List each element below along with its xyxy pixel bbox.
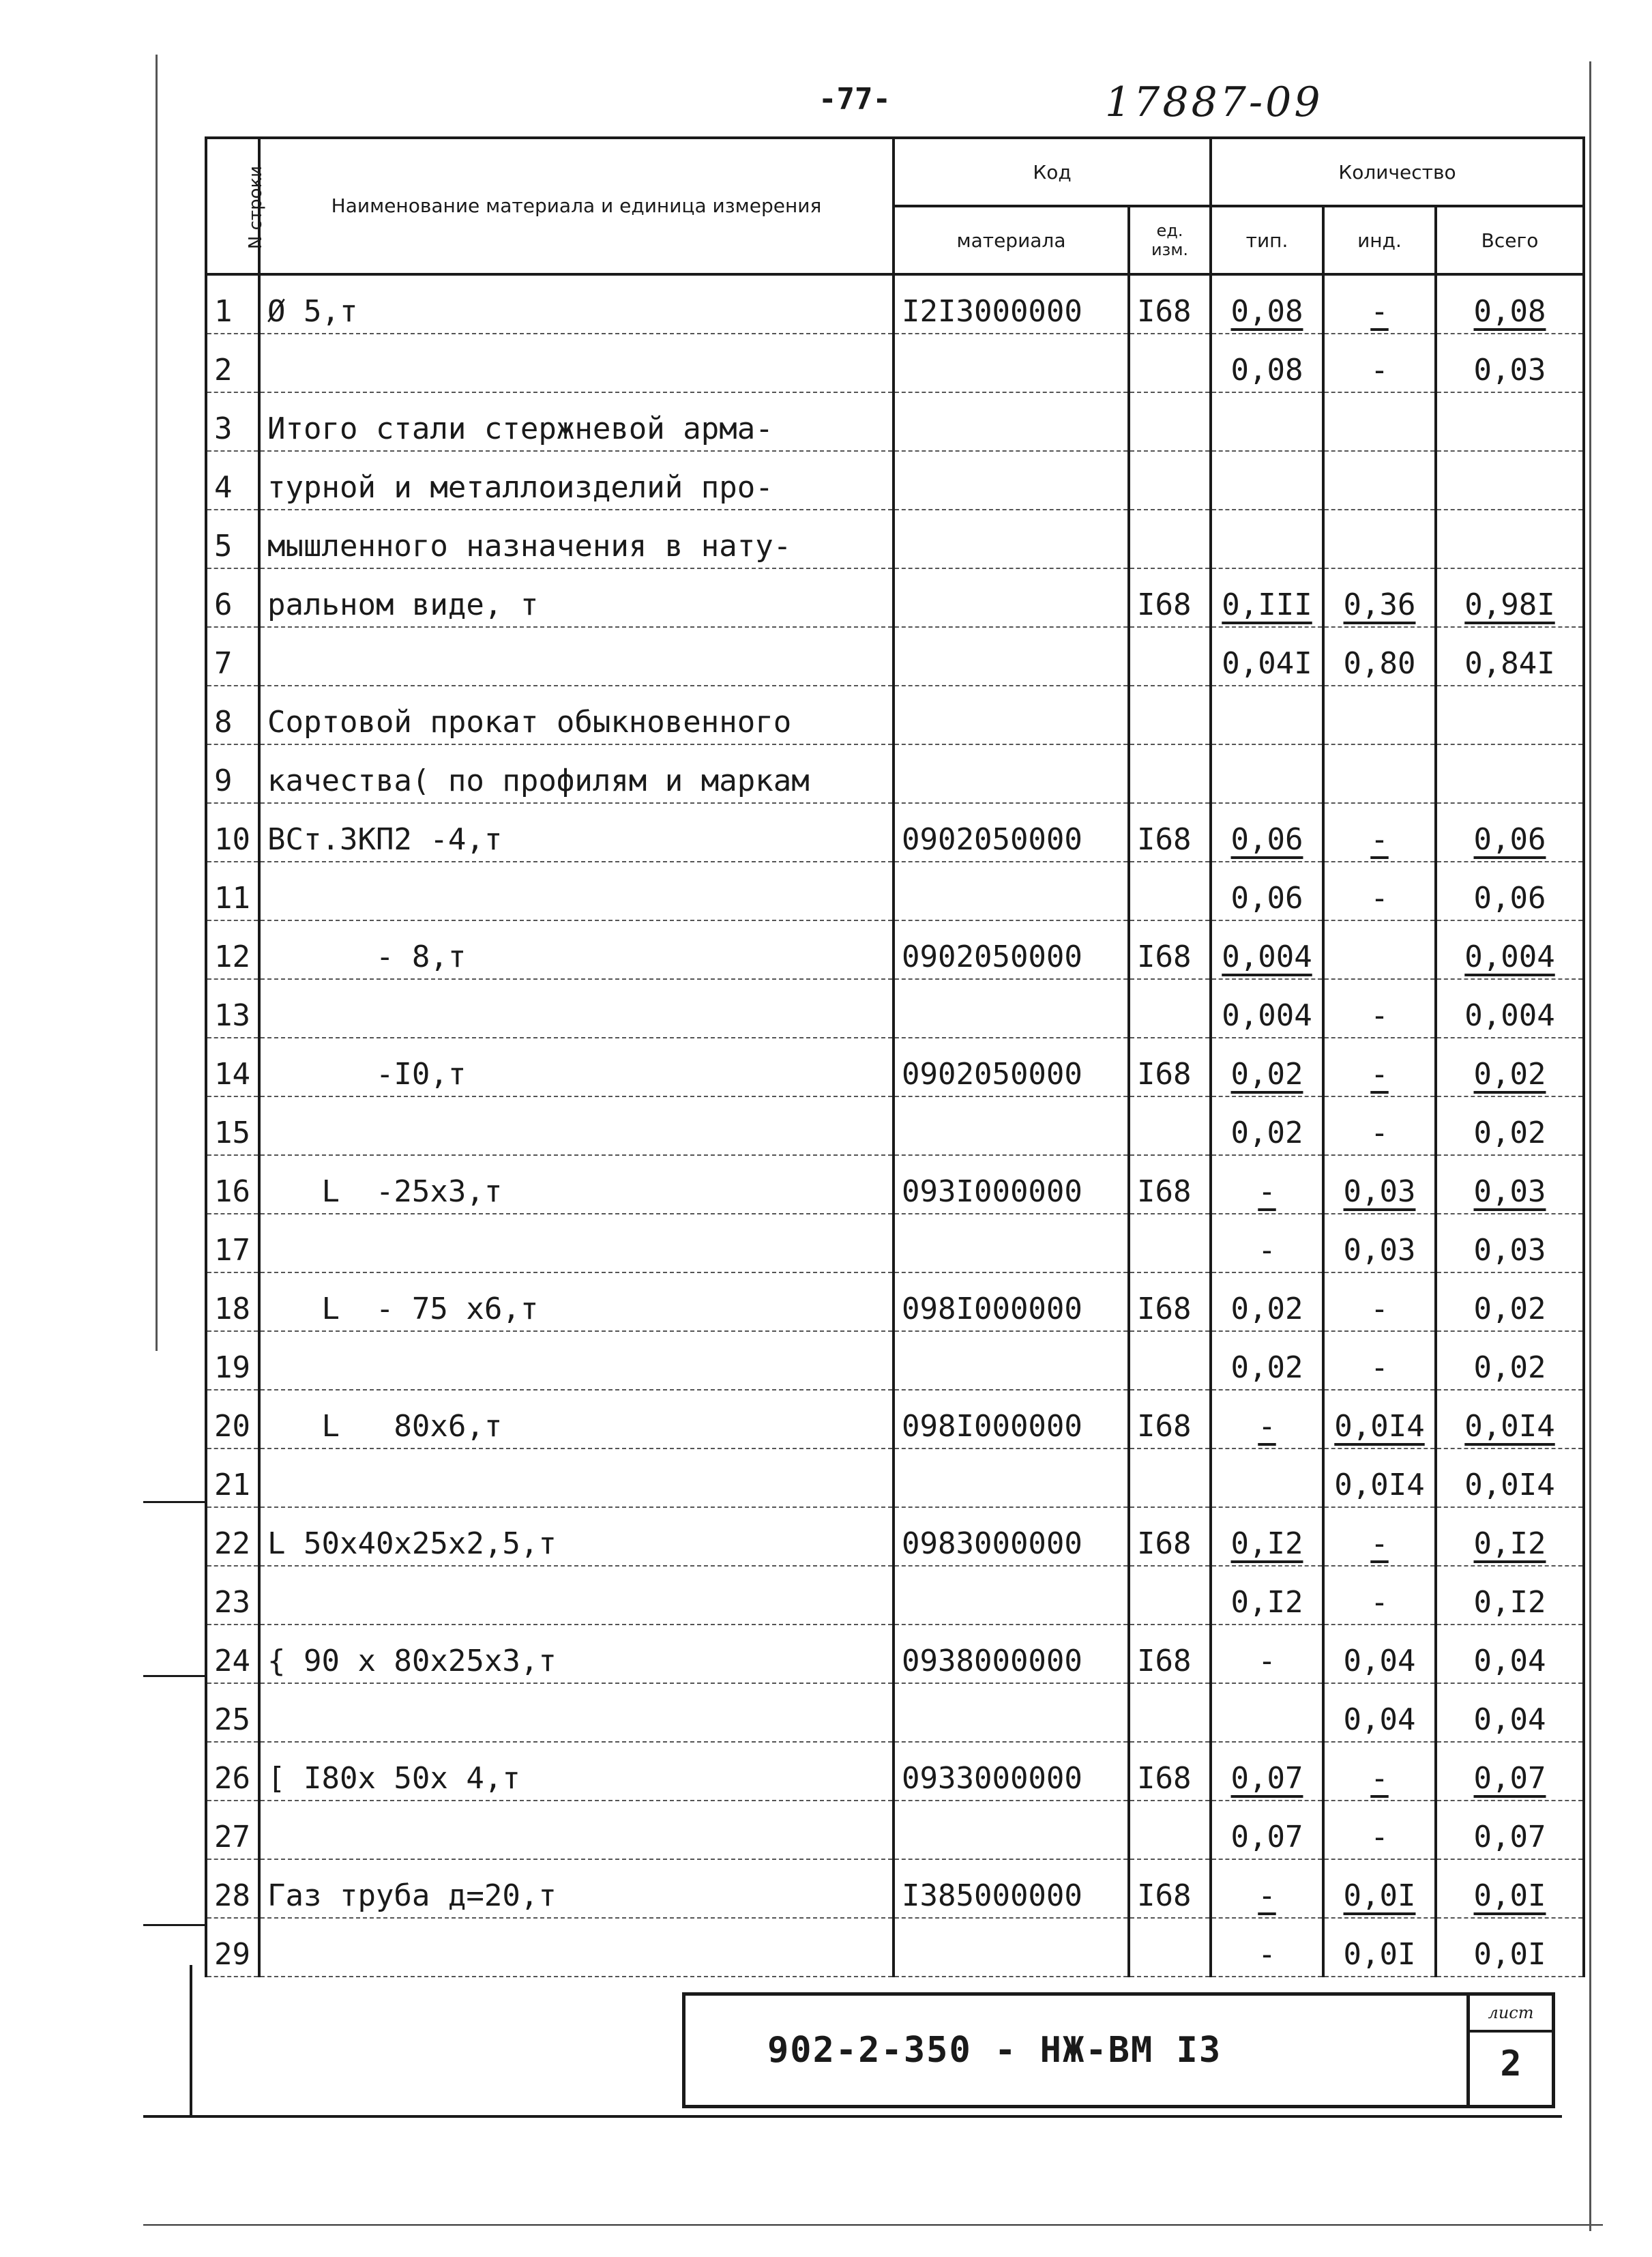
material-code-cell (894, 1918, 1129, 1977)
table-row (206, 920, 1584, 979)
row-number-cell: 26 (206, 1742, 259, 1801)
unit-code-cell (1129, 392, 1211, 451)
qty-typ-cell: 0,07 (1211, 1801, 1323, 1859)
material-code-cell (894, 1214, 1129, 1272)
table-row (206, 803, 1584, 862)
qty-ind-cell: - (1323, 1801, 1436, 1859)
qty-typ-cell (1211, 1448, 1323, 1507)
qty-typ-cell: - (1211, 1859, 1323, 1918)
unit-code-cell: I68 (1129, 803, 1211, 862)
material-spec-table (205, 136, 1585, 1977)
scan-bottom-line (143, 2224, 1603, 2226)
qty-typ-cell (1211, 392, 1323, 451)
table-row (206, 862, 1584, 920)
unit-code-cell: I68 (1129, 568, 1211, 627)
unit-code-cell (1129, 1918, 1211, 1977)
material-code-cell (894, 627, 1129, 686)
qty-typ-cell: 0,I2 (1211, 1566, 1323, 1625)
row-number-cell: 16 (206, 1155, 259, 1214)
table-row (206, 1742, 1584, 1801)
material-name-cell (259, 1096, 894, 1155)
header-qty-typ: тип. (1211, 206, 1323, 274)
tick-mark-2 (143, 1675, 205, 1677)
qty-typ-cell: - (1211, 1390, 1323, 1448)
header-material-name: Наименование материала и единица измерения (259, 138, 894, 274)
qty-ind-cell (1323, 510, 1436, 568)
qty-ind-cell: - (1323, 1742, 1436, 1801)
unit-code-cell (1129, 1448, 1211, 1507)
table-row (206, 274, 1584, 334)
qty-typ-cell: 0,06 (1211, 862, 1323, 920)
qty-ind-cell: 0,04 (1323, 1683, 1436, 1742)
material-name-cell: качества( по профилям и маркам (259, 744, 894, 803)
table-row (206, 510, 1584, 568)
header-code-group: Код (894, 138, 1211, 206)
header-quantity-group: Количество (1211, 138, 1584, 206)
header-row-number: N строки (206, 138, 259, 274)
material-name-cell: Газ труба д=20,т (259, 1859, 894, 1918)
material-code-cell: 0902050000 (894, 920, 1129, 979)
qty-total-cell: 0,0I (1436, 1918, 1584, 1977)
row-number-cell: 5 (206, 510, 259, 568)
qty-total-cell: 0,04 (1436, 1683, 1584, 1742)
qty-typ-cell: 0,08 (1211, 334, 1323, 392)
row-number-cell: 4 (206, 451, 259, 510)
material-name-cell: L 50x40x25x2,5,т (259, 1507, 894, 1566)
row-number-cell: 14 (206, 1038, 259, 1096)
row-number-cell: 20 (206, 1390, 259, 1448)
row-number-cell: 1 (206, 274, 259, 334)
row-number-cell: 10 (206, 803, 259, 862)
material-name-cell: -I0,т (259, 1038, 894, 1096)
qty-typ-cell (1211, 744, 1323, 803)
qty-total-cell: 0,08 (1436, 274, 1584, 334)
row-number-cell: 7 (206, 627, 259, 686)
qty-ind-cell: 0,0I (1323, 1918, 1436, 1977)
material-code-cell: 0933000000 (894, 1742, 1129, 1801)
unit-code-cell (1129, 510, 1211, 568)
material-code-cell (894, 568, 1129, 627)
row-number-cell: 19 (206, 1331, 259, 1390)
material-code-cell (894, 334, 1129, 392)
material-name-cell (259, 1448, 894, 1507)
qty-ind-cell (1323, 686, 1436, 744)
table-row (206, 1625, 1584, 1683)
frame-bottom-line (143, 2115, 1562, 2118)
unit-code-cell (1129, 334, 1211, 392)
table-row (206, 1155, 1584, 1214)
material-name-cell: [ I80x 50x 4,т (259, 1742, 894, 1801)
qty-total-cell: 0,02 (1436, 1331, 1584, 1390)
unit-code-cell (1129, 979, 1211, 1038)
qty-total-cell (1436, 392, 1584, 451)
unit-code-cell: I68 (1129, 1859, 1211, 1918)
qty-ind-cell (1323, 920, 1436, 979)
qty-total-cell: 0,07 (1436, 1801, 1584, 1859)
qty-typ-cell: 0,08 (1211, 274, 1323, 334)
qty-typ-cell: 0,III (1211, 568, 1323, 627)
unit-code-cell (1129, 451, 1211, 510)
material-code-cell (894, 510, 1129, 568)
material-code-cell: I2I3000000 (894, 274, 1129, 334)
qty-ind-cell: 0,04 (1323, 1625, 1436, 1683)
qty-typ-cell: 0,004 (1211, 920, 1323, 979)
unit-code-cell (1129, 744, 1211, 803)
material-name-cell: мышленного назначения в нату- (259, 510, 894, 568)
row-number-cell: 9 (206, 744, 259, 803)
material-name-cell (259, 1331, 894, 1390)
qty-typ-cell (1211, 510, 1323, 568)
qty-ind-cell: 0,03 (1323, 1214, 1436, 1272)
material-name-cell: L 80x6,т (259, 1390, 894, 1448)
material-name-cell: ВСт.3КП2 -4,т (259, 803, 894, 862)
qty-total-cell: 0,02 (1436, 1272, 1584, 1331)
row-number-cell: 25 (206, 1683, 259, 1742)
material-code-cell (894, 1683, 1129, 1742)
material-code-cell: 098I000000 (894, 1390, 1129, 1448)
sheet-label: лист (1470, 1996, 1552, 2033)
material-code-cell (894, 862, 1129, 920)
unit-code-cell (1129, 1801, 1211, 1859)
qty-ind-cell: 0,0I (1323, 1859, 1436, 1918)
material-code-cell (894, 1331, 1129, 1390)
qty-typ-cell (1211, 451, 1323, 510)
material-name-cell: ральном виде, т (259, 568, 894, 627)
material-name-cell (259, 627, 894, 686)
row-number-cell: 28 (206, 1859, 259, 1918)
qty-ind-cell (1323, 744, 1436, 803)
unit-code-cell: I68 (1129, 1507, 1211, 1566)
material-name-cell (259, 1918, 894, 1977)
qty-typ-cell: 0,02 (1211, 1331, 1323, 1390)
row-number-cell: 18 (206, 1272, 259, 1331)
material-code-cell: 093I000000 (894, 1155, 1129, 1214)
row-number-cell: 17 (206, 1214, 259, 1272)
material-code-cell (894, 744, 1129, 803)
table-row (206, 1859, 1584, 1918)
qty-ind-cell: 0,0I4 (1323, 1448, 1436, 1507)
table-row (206, 334, 1584, 392)
material-code-cell: 0902050000 (894, 1038, 1129, 1096)
qty-ind-cell: 0,80 (1323, 627, 1436, 686)
unit-code-cell: I68 (1129, 274, 1211, 334)
unit-code-cell: I68 (1129, 1390, 1211, 1448)
qty-ind-cell: - (1323, 334, 1436, 392)
table-row (206, 1272, 1584, 1331)
qty-total-cell: 0,06 (1436, 803, 1584, 862)
tick-mark-3 (143, 1924, 205, 1926)
unit-code-cell: I68 (1129, 1155, 1211, 1214)
qty-ind-cell: - (1323, 1507, 1436, 1566)
qty-ind-cell: - (1323, 1038, 1436, 1096)
qty-ind-cell: - (1323, 979, 1436, 1038)
table-row (206, 744, 1584, 803)
row-number-cell: 23 (206, 1566, 259, 1625)
page-number: -77- (818, 82, 891, 117)
qty-ind-cell (1323, 451, 1436, 510)
unit-code-cell: I68 (1129, 1742, 1211, 1801)
qty-total-cell (1436, 451, 1584, 510)
qty-total-cell: 0,004 (1436, 920, 1584, 979)
qty-total-cell: 0,0I4 (1436, 1448, 1584, 1507)
material-name-cell: L -25x3,т (259, 1155, 894, 1214)
qty-total-cell: 0,004 (1436, 979, 1584, 1038)
title-block-stamp (682, 1992, 1555, 2108)
header-qty-ind: инд. (1323, 206, 1436, 274)
table-row (206, 568, 1584, 627)
qty-ind-cell: - (1323, 1566, 1436, 1625)
row-number-cell: 11 (206, 862, 259, 920)
material-code-cell: 0983000000 (894, 1507, 1129, 1566)
qty-total-cell (1436, 686, 1584, 744)
material-code-cell (894, 686, 1129, 744)
unit-code-cell: I68 (1129, 920, 1211, 979)
sheet-number: 2 (1500, 2043, 1522, 2084)
table-row (206, 451, 1584, 510)
qty-typ-cell: - (1211, 1214, 1323, 1272)
header-code-material: материала (894, 206, 1129, 274)
header-code-unit: ед. изм. (1129, 206, 1211, 274)
table-row (206, 1331, 1584, 1390)
material-code-cell: I385000000 (894, 1859, 1129, 1918)
row-number-cell: 12 (206, 920, 259, 979)
sheet-box (1466, 1996, 1552, 2105)
header-qty-total: Всего (1436, 206, 1584, 274)
table-row (206, 1918, 1584, 1977)
qty-total-cell: 0,0I (1436, 1859, 1584, 1918)
material-name-cell: Сортовой прокат обыкновенного (259, 686, 894, 744)
material-name-cell: { 90 x 80x25x3,т (259, 1625, 894, 1683)
frame-left-bottom (190, 1965, 192, 2115)
table-row (206, 979, 1584, 1038)
qty-total-cell: 0,07 (1436, 1742, 1584, 1801)
material-code-cell: 0938000000 (894, 1625, 1129, 1683)
table-row (206, 1038, 1584, 1096)
material-name-cell: - 8,т (259, 920, 894, 979)
row-number-cell: 3 (206, 392, 259, 451)
qty-total-cell: 0,04 (1436, 1625, 1584, 1683)
qty-typ-cell (1211, 686, 1323, 744)
qty-ind-cell: - (1323, 1096, 1436, 1155)
table-row (206, 627, 1584, 686)
qty-total-cell (1436, 510, 1584, 568)
row-number-cell: 2 (206, 334, 259, 392)
qty-typ-cell: 0,04I (1211, 627, 1323, 686)
material-code-cell (894, 1448, 1129, 1507)
row-number-cell: 29 (206, 1918, 259, 1977)
scan-margin-line-right (1589, 61, 1591, 2231)
unit-code-cell (1129, 1331, 1211, 1390)
qty-typ-cell: 0,I2 (1211, 1507, 1323, 1566)
unit-code-cell (1129, 862, 1211, 920)
qty-typ-cell: 0,02 (1211, 1038, 1323, 1096)
material-name-cell: Итого стали стержневой арма- (259, 392, 894, 451)
material-name-cell (259, 1566, 894, 1625)
scan-margin-line-left (156, 55, 158, 1351)
unit-code-cell: I68 (1129, 1625, 1211, 1683)
unit-code-cell: I68 (1129, 1272, 1211, 1331)
tick-mark-1 (143, 1501, 205, 1503)
qty-ind-cell: - (1323, 862, 1436, 920)
material-code-cell: 098I000000 (894, 1272, 1129, 1331)
handwritten-doc-number: 17887-09 (1105, 78, 1323, 126)
qty-total-cell: 0,03 (1436, 1214, 1584, 1272)
qty-typ-cell: - (1211, 1918, 1323, 1977)
drawing-code: 902-2-350 - НЖ-ВМ I3 (767, 2030, 1222, 2071)
row-number-cell: 8 (206, 686, 259, 744)
row-number-cell: 22 (206, 1507, 259, 1566)
unit-code-cell (1129, 1683, 1211, 1742)
qty-typ-cell: 0,06 (1211, 803, 1323, 862)
qty-typ-cell: - (1211, 1625, 1323, 1683)
qty-total-cell (1436, 744, 1584, 803)
qty-total-cell: 0,03 (1436, 334, 1584, 392)
material-name-cell (259, 1214, 894, 1272)
table-row (206, 1801, 1584, 1859)
qty-typ-cell: 0,02 (1211, 1096, 1323, 1155)
table-row (206, 686, 1584, 744)
row-number-cell: 27 (206, 1801, 259, 1859)
material-code-cell: 0902050000 (894, 803, 1129, 862)
qty-total-cell: 0,0I4 (1436, 1390, 1584, 1448)
qty-ind-cell (1323, 392, 1436, 451)
qty-total-cell: 0,84I (1436, 627, 1584, 686)
material-name-cell (259, 1683, 894, 1742)
material-name-cell (259, 979, 894, 1038)
unit-code-cell (1129, 686, 1211, 744)
qty-total-cell: 0,I2 (1436, 1507, 1584, 1566)
qty-total-cell: 0,02 (1436, 1096, 1584, 1155)
material-code-cell (894, 392, 1129, 451)
qty-typ-cell: 0,004 (1211, 979, 1323, 1038)
qty-ind-cell: 0,03 (1323, 1155, 1436, 1214)
row-number-cell: 6 (206, 568, 259, 627)
material-name-cell: L - 75 x6,т (259, 1272, 894, 1331)
material-name-cell (259, 1801, 894, 1859)
qty-total-cell: 0,I2 (1436, 1566, 1584, 1625)
unit-code-cell (1129, 1214, 1211, 1272)
qty-ind-cell: - (1323, 274, 1436, 334)
table-row (206, 1096, 1584, 1155)
material-name-cell (259, 334, 894, 392)
unit-code-cell: I68 (1129, 1038, 1211, 1096)
qty-total-cell: 0,03 (1436, 1155, 1584, 1214)
unit-code-cell (1129, 1566, 1211, 1625)
row-number-cell: 13 (206, 979, 259, 1038)
table-row (206, 1214, 1584, 1272)
qty-typ-cell (1211, 1683, 1323, 1742)
qty-typ-cell: 0,02 (1211, 1272, 1323, 1331)
qty-ind-cell: - (1323, 803, 1436, 862)
row-number-cell: 21 (206, 1448, 259, 1507)
qty-typ-cell: - (1211, 1155, 1323, 1214)
material-code-cell (894, 1096, 1129, 1155)
qty-ind-cell: - (1323, 1331, 1436, 1390)
qty-typ-cell: 0,07 (1211, 1742, 1323, 1801)
table-row (206, 1507, 1584, 1566)
table-row (206, 1390, 1584, 1448)
qty-total-cell: 0,06 (1436, 862, 1584, 920)
qty-total-cell: 0,02 (1436, 1038, 1584, 1096)
unit-code-cell (1129, 627, 1211, 686)
qty-ind-cell: 0,36 (1323, 568, 1436, 627)
table-row (206, 1448, 1584, 1507)
material-code-cell (894, 1566, 1129, 1625)
table-row (206, 1683, 1584, 1742)
table-row (206, 1566, 1584, 1625)
unit-code-cell (1129, 1096, 1211, 1155)
material-code-cell (894, 451, 1129, 510)
material-code-cell (894, 979, 1129, 1038)
qty-ind-cell: 0,0I4 (1323, 1390, 1436, 1448)
material-name-cell (259, 862, 894, 920)
row-number-cell: 15 (206, 1096, 259, 1155)
material-name-cell: турной и металлоизделий про- (259, 451, 894, 510)
table-row (206, 392, 1584, 451)
material-code-cell (894, 1801, 1129, 1859)
row-number-cell: 24 (206, 1625, 259, 1683)
material-name-cell: Ø 5,т (259, 274, 894, 334)
qty-total-cell: 0,98I (1436, 568, 1584, 627)
qty-ind-cell: - (1323, 1272, 1436, 1331)
